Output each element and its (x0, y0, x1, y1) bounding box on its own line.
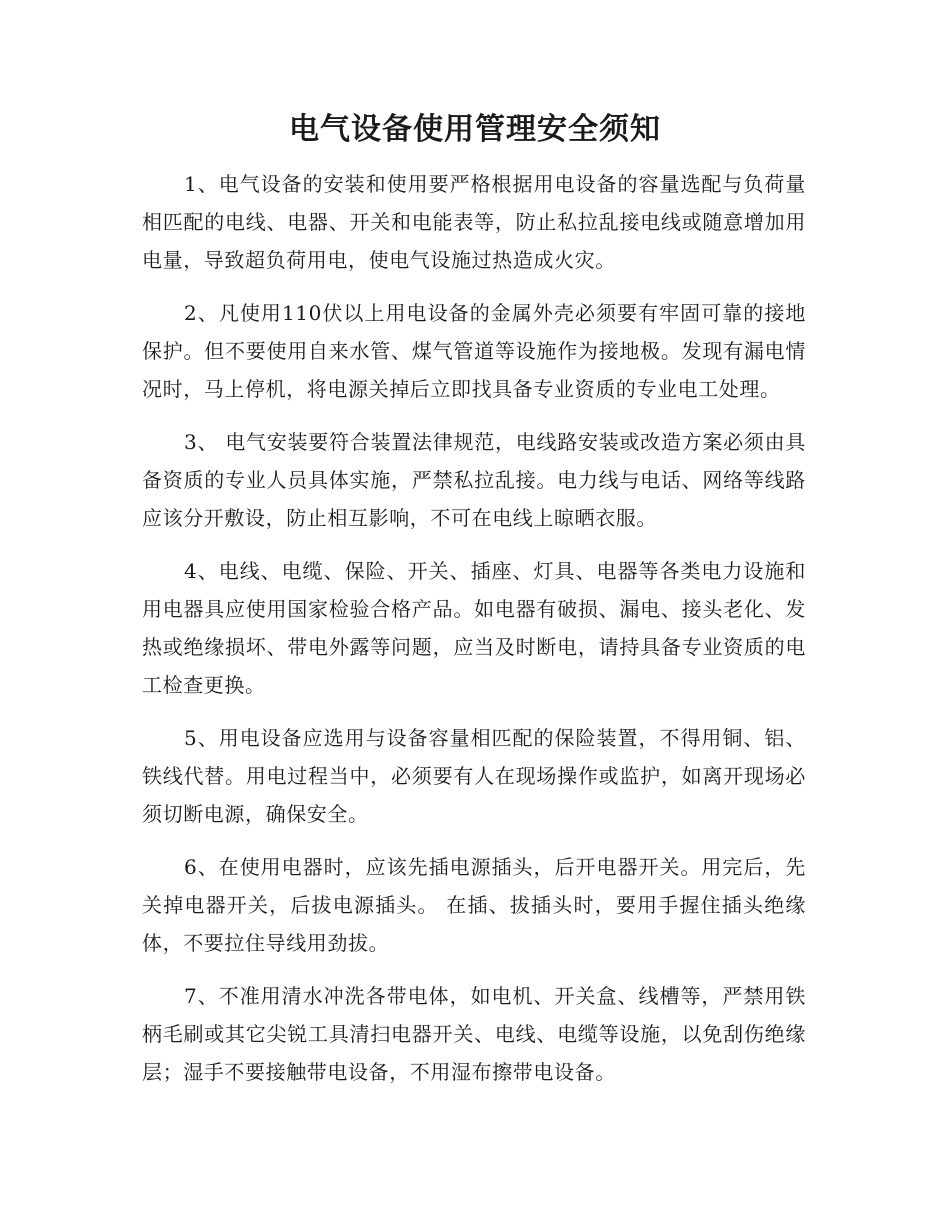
paragraph-7: 7、不准用清水冲洗各带电体，如电机、开关盒、线槽等，严禁用铁柄毛刷或其它尖锐工具清扫电器开关、电线、电缆等设施，以免刮伤绝缘层；湿手不要接触带电设备，不用湿布擦带电设备。 (142, 984, 806, 1084)
paragraph-4: 4、电线、电缆、保险、开关、插座、灯具、电器等各类电力设施和用电器具应使用国家检验合格产品。如电器有破损、漏电、接头老化、发热或绝缘损坏、带电外露等问题，应当及时断电，请持具备专业资质的电工检查更换。 (142, 559, 806, 697)
paragraph-3: 3、 电气安装要符合装置法律规范，电线路安装或改造方案必须由具备资质的专业人员具体实施，严禁私拉乱接。电力线与电话、网络等线路应该分开敷设，防止相互影响，不可在电线上晾晒衣服。 (142, 430, 806, 530)
document-title: 电气设备使用管理安全须知 (289, 112, 661, 147)
document-body (142, 165, 806, 1106)
paragraph-5: 5、用电设备应选用与设备容量相匹配的保险装置，不得用铜、铝、铁线代替。用电过程当中，必须要有人在现场操作或监护，如离开现场必须切断电源，确保安全。 (142, 726, 806, 826)
paragraph-1: 1、电气设备的安装和使用要严格根据用电设备的容量选配与负荷量相匹配的电线、电器、开关和电能表等，防止私拉乱接电线或随意增加用电量，导致超负荷用电，使电气设施过热造成火灾。 (142, 172, 806, 272)
paragraph-6: 6、在使用电器时，应该先插电源插头，后开电器开关。用完后，先关掉电器开关，后拔电源插头。 在插、拔插头时，要用手握住插头绝缘体，不要拉住导线用劲拔。 (142, 855, 806, 955)
paragraph-2: 2、凡使用110伏以上用电设备的金属外壳必须要有牢固可靠的接地保护。但不要使用自来水管、煤气管道等设施作为接地极。发现有漏电情况时，马上停机，将电源关掉后立即找具备专业资质的专业电工处理。 (142, 301, 806, 401)
